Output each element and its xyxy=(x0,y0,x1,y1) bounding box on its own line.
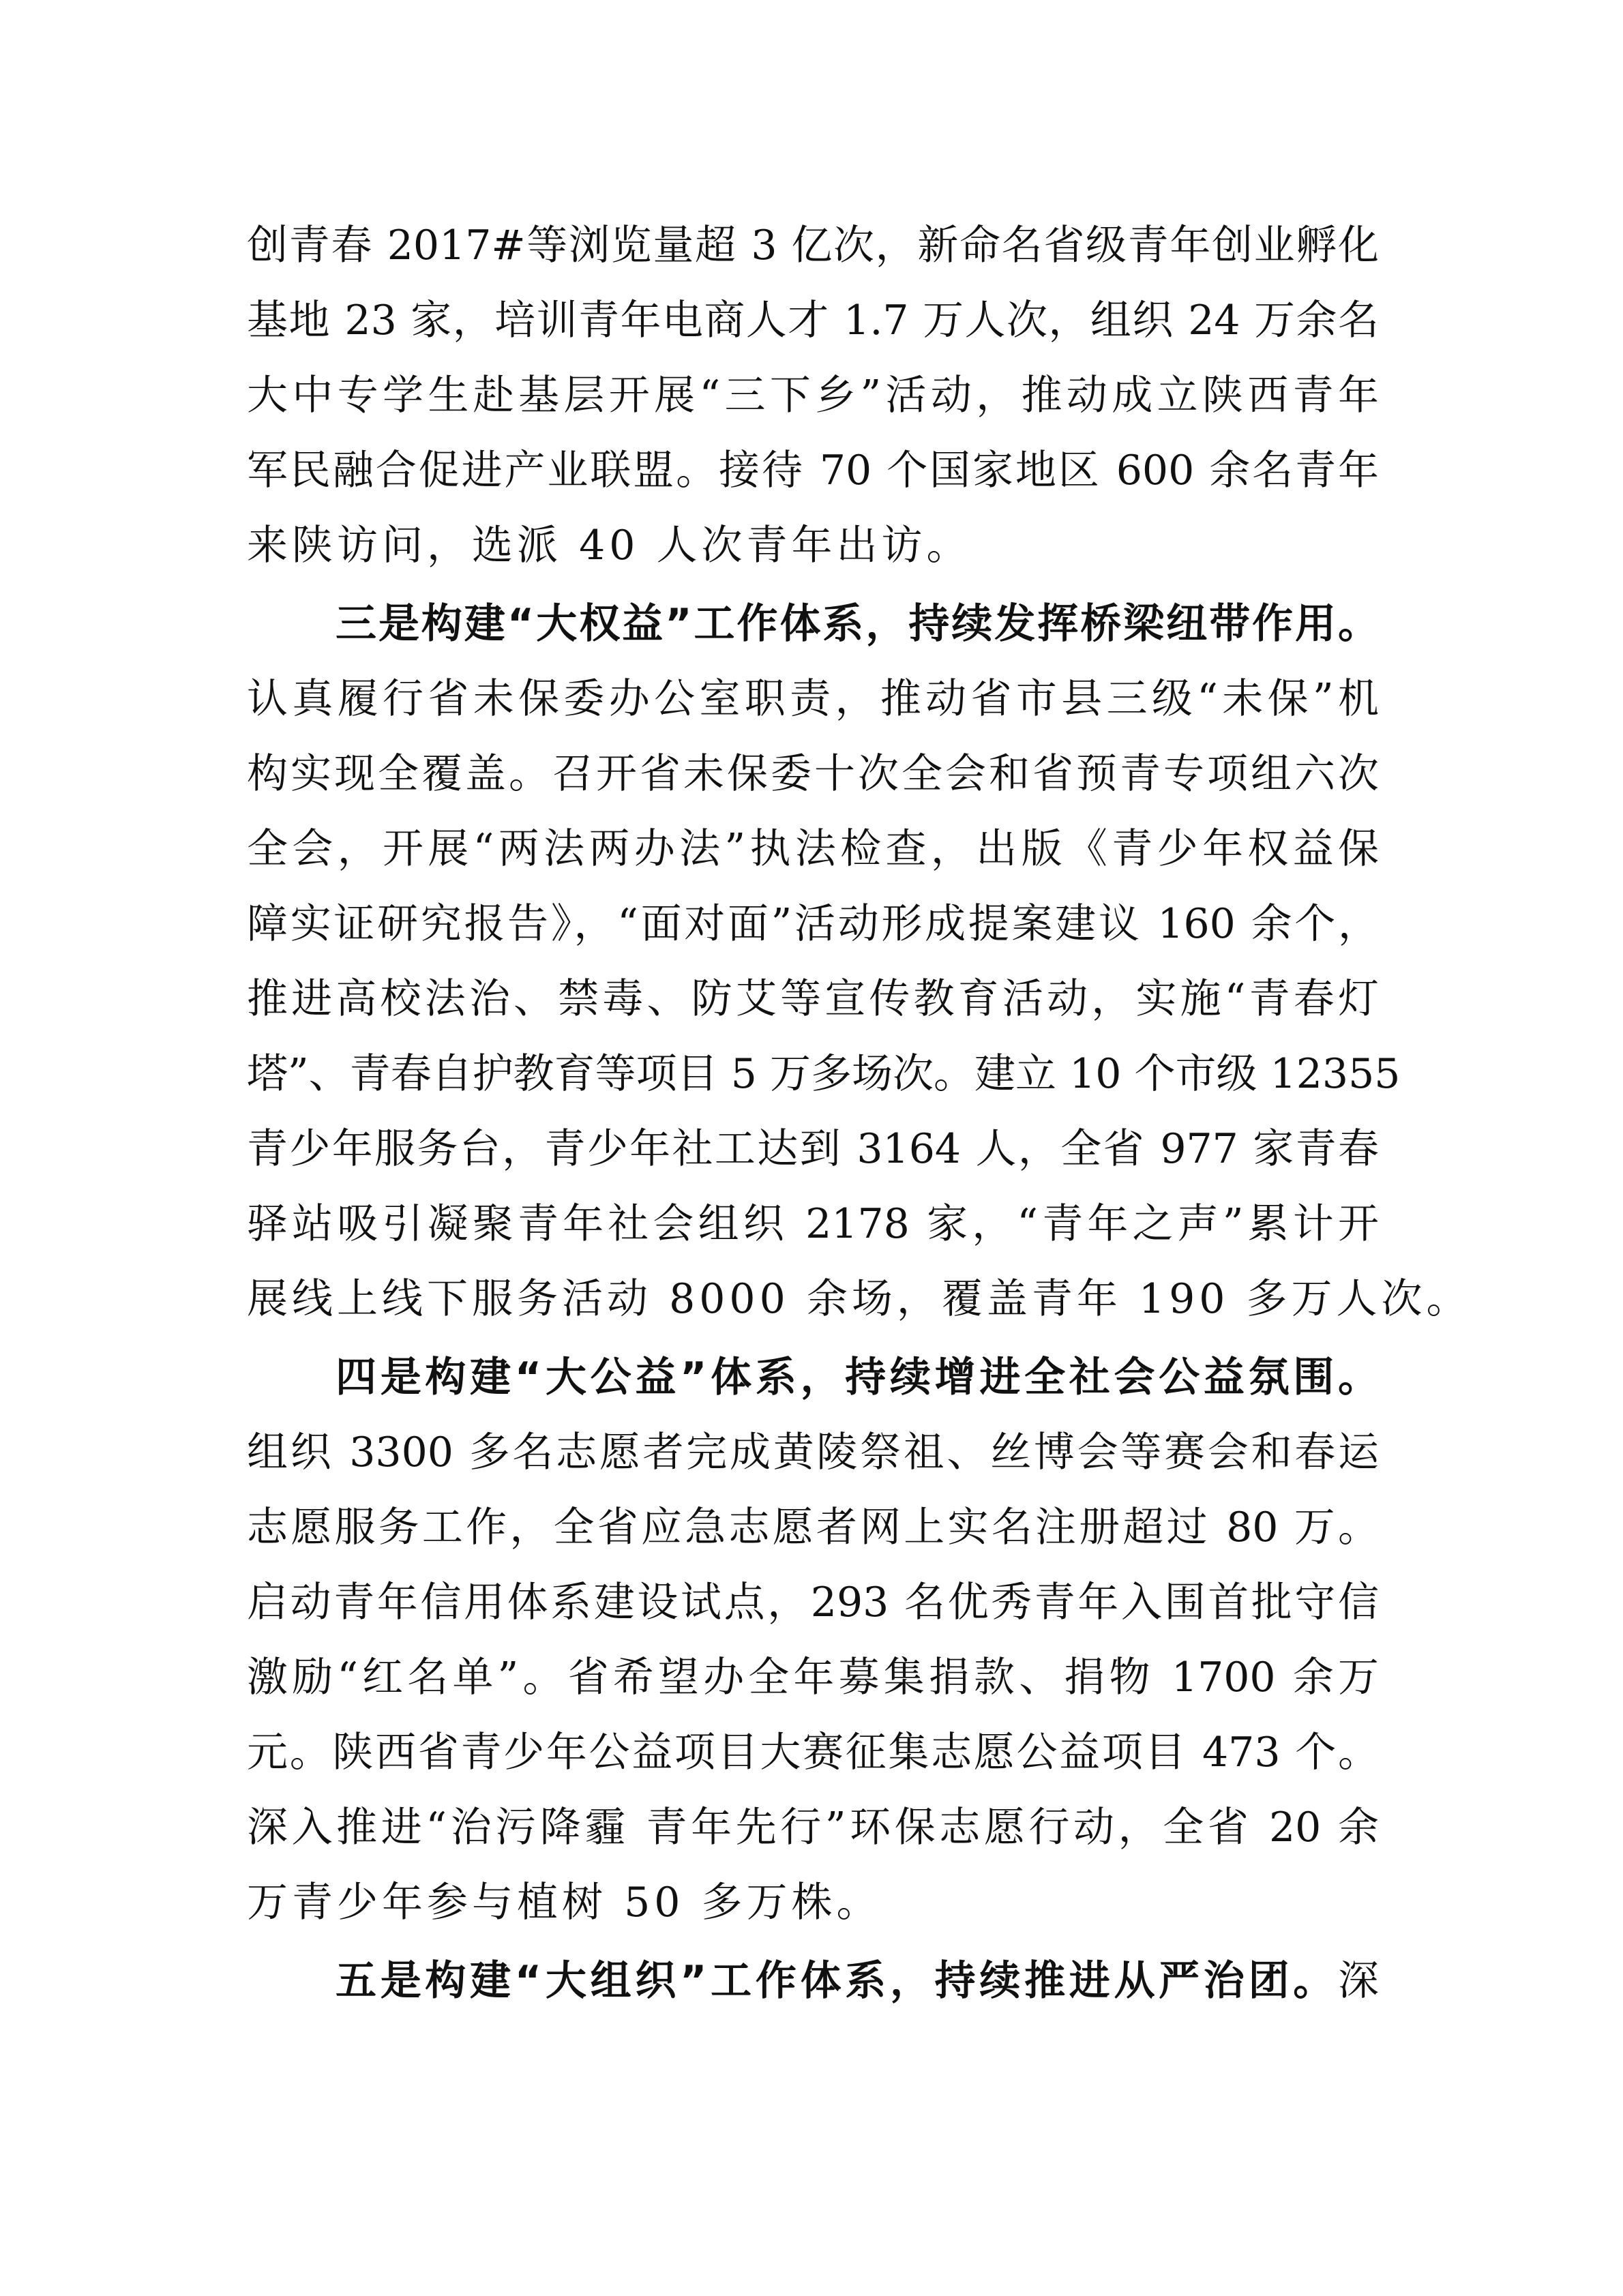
section-heading-five-text: 五是构建“大组织”工作体系，持续推进从严治团。 xyxy=(336,1957,1338,2005)
text-line: 志愿服务工作，全省应急志愿者网上实名注册超过 80 万。 xyxy=(247,1504,1379,1551)
section-heading-five xyxy=(336,1943,1379,2018)
section-heading-three: 三是构建“大权益”工作体系，持续发挥桥梁纽带作用。 xyxy=(336,600,1379,648)
text-line: 认真履行省未保委办公室职责，推动省市县三级“未保”机 xyxy=(247,675,1379,723)
text-line: 全会，开展“两法两办法”执法检查，出版《青少年权益保 xyxy=(247,825,1379,873)
text-line: 启动青年信用体系建设试点，293 名优秀青年入围首批守信 xyxy=(247,1579,1379,1626)
text-line: 激励“红名单”。省希望办全年募集捐款、捐物 1700 余万 xyxy=(247,1654,1379,1701)
text-line: 构实现全覆盖。召开省未保委十次全会和省预青专项组六次 xyxy=(247,750,1379,798)
text-line: 创青春 2017#等浏览量超 3 亿次，新命名省级青年创业孵化 xyxy=(247,222,1379,269)
text-line: 元。陕西省青少年公益项目大赛征集志愿公益项目 473 个。 xyxy=(247,1729,1379,1776)
text-line: 军民融合促进产业联盟。接待 70 个国家地区 600 余名青年 xyxy=(247,447,1379,494)
text-line: 来陕访问，选派 40 人次青年出访。 xyxy=(247,522,972,569)
text-line: 塔”、青春自护教育等项目 5 万多场次。建立 10 个市级 12355 xyxy=(247,1050,1401,1098)
text-line: 组织 3300 多名志愿者完成黄陵祭祖、丝博会等赛会和春运 xyxy=(247,1429,1379,1476)
text-line: 驿站吸引凝聚青年社会组织 2178 家，“青年之声”累计开 xyxy=(247,1200,1379,1248)
section-heading-five-tail: 深 xyxy=(1338,1957,1379,2005)
text-line: 大中专学生赴基层开展“三下乡”活动，推动成立陕西青年 xyxy=(247,372,1379,419)
text-line: 推进高校法治、禁毒、防艾等宣传教育活动，实施“青春灯 xyxy=(247,975,1379,1023)
text-line: 深入推进“治污降霾 青年先行”环保志愿行动，全省 20 余 xyxy=(247,1804,1379,1851)
text-line: 基地 23 家，培训青年电商人才 1.7 万人次，组织 24 万余名 xyxy=(247,297,1379,344)
text-line: 展线上线下服务活动 8000 余场，覆盖青年 190 多万人次。 xyxy=(247,1275,1472,1323)
text-line: 青少年服务台，青少年社工达到 3164 人，全省 977 家青春 xyxy=(247,1125,1379,1173)
section-heading-four: 四是构建“大公益”体系，持续增进全社会公益氛围。 xyxy=(336,1354,1379,1401)
text-line: 万青少年参与植树 50 多万株。 xyxy=(247,1879,882,1926)
text-line: 障实证研究报告》，“面对面”活动形成提案建议 160 余个， xyxy=(247,900,1379,948)
